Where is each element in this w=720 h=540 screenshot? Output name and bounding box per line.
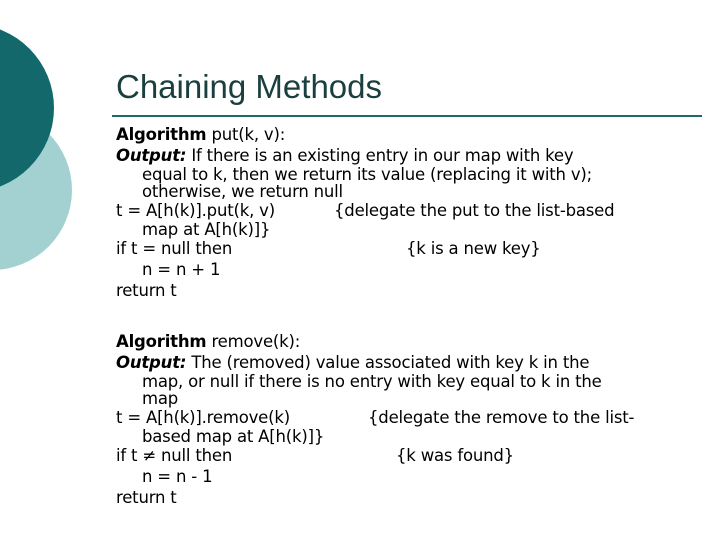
statement-comment: {delegate the remove to the list- xyxy=(368,408,635,427)
output-continuation: map xyxy=(142,389,179,408)
algorithm-remove xyxy=(116,331,696,508)
comment-continuation: based map at A[h(k)]} xyxy=(142,427,325,446)
algorithm-put xyxy=(116,124,696,301)
statement-text: if t = null then xyxy=(116,239,233,258)
statement-line: n = n - 1 xyxy=(142,467,213,486)
slide-title: Chaining Methods xyxy=(116,68,382,105)
statement-comment: {delegate the put to the list-based xyxy=(334,201,615,220)
output-continuation: otherwise, we return null xyxy=(142,182,343,201)
statement-line: return t xyxy=(116,488,177,507)
statement-comment: {k is a new key} xyxy=(406,239,541,258)
algorithm-signature: put(k, v): xyxy=(211,125,286,144)
output-text: If there is an existing entry in our map with key xyxy=(191,146,574,165)
algorithm-header xyxy=(116,124,696,145)
algorithm-keyword: Algorithm xyxy=(116,332,207,351)
output-keyword: Output: xyxy=(116,353,187,372)
statement-line xyxy=(116,445,696,466)
statement-text: t = A[h(k)].remove(k) xyxy=(116,408,290,427)
statement-line xyxy=(116,238,696,259)
statement-text: t = A[h(k)].put(k, v) xyxy=(116,201,275,220)
statement-line: return t xyxy=(116,281,177,300)
statement-line xyxy=(116,200,696,221)
output-text: The (removed) value associated with key k in the xyxy=(191,353,590,372)
output-keyword: Output: xyxy=(116,146,187,165)
output-continuation: map, or null if there is no entry with key equal to k in the xyxy=(142,372,602,391)
statement-line: n = n + 1 xyxy=(142,260,221,279)
statement-text: if t ≠ null then xyxy=(116,446,233,465)
algorithm-signature: remove(k): xyxy=(211,332,301,351)
comment-continuation: map at A[h(k)]} xyxy=(142,220,271,239)
output-continuation: equal to k, then we return its value (replacing it with v); xyxy=(142,165,592,184)
algorithm-header xyxy=(116,331,696,352)
statement-comment: {k was found} xyxy=(396,446,514,465)
decorative-circles xyxy=(0,0,120,540)
output-line xyxy=(116,352,696,373)
statement-line xyxy=(116,407,696,428)
algorithm-keyword: Algorithm xyxy=(116,125,207,144)
title-underline xyxy=(112,115,702,117)
output-line xyxy=(116,145,696,166)
